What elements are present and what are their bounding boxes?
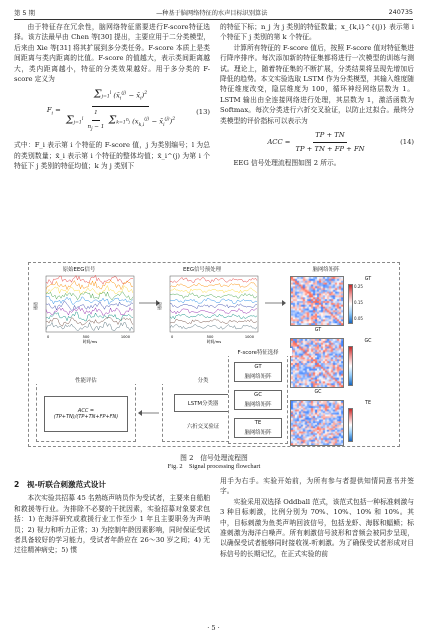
article-number: 240735 (388, 8, 413, 16)
sel-te-label: TE (254, 420, 262, 426)
raw-axis-channel-label: 通道 (33, 302, 38, 310)
pre-xtick-2: 1000 (244, 335, 254, 339)
sel-gt-label: GT (254, 364, 262, 370)
paragraph-lstm-method: 计算所有特征的 F-score 值后，按照 F-score 值对特征集进行降序排序。每次添加新的特征集都将进行一次模型的训练与测试。理论上，随着特征集的不断扩展，分类结果将呈现先增加后降低的趋势。本文实验选取 LSTM 作为分类模型，其输入维度随特征维度改变，隐层维度为 100，循环神经网络层数为 1。LSTM 输出由全连接网络进行处理，其层数为 1，激活函数为 Softmax。每次分类进行六折交叉验证，以防止过拟合。最终分类模型的评价指标可以表示为 (220, 43, 414, 125)
pre-xtick-0: 0 (171, 335, 174, 339)
eval-formula: ACC = (TP+TN)/(TP+TN+FP+FN) (53, 408, 119, 420)
pre-axis-time-label: 时间/ms (206, 339, 222, 344)
paragraph-consent: 用手为右手。实验开始前，为所有参与者提供知情同意书并签字。 (220, 477, 414, 496)
gt-matrix-caption: GT (314, 328, 322, 333)
sel-gc-label: GC (254, 392, 262, 398)
raw-xtick-1: 500 (82, 335, 90, 339)
paragraph-participants: 本次实验共招募 45 名熟练声呐员作为受试者，主要来自船舶和救援等行业。为排除不必要的干扰因素，实验招募对象要求包括：1) 在海洋研究或救援行业工作至少 1 年且主要职务为声呐员；2) 视力和听力正常；3) 为控制年龄因素影响，同时保证受试者具备较好的学习能力，受试者年龄应在 26～30 岁之间；4) 无过往精神病史；5) 惯 (14, 494, 210, 555)
equation-14: ACC = $\frac{TP + TN}{TP + TN + FP + FN}$ (14) (267, 131, 414, 153)
eval-title: 性能评估 (36, 376, 136, 384)
eq13-lhs: $F_i$ = (46, 106, 61, 117)
issue-label: 第 5 期 (14, 8, 35, 17)
paragraph-fscore-vars: 式中：F_i 表示第 i 个特征的 F-score 值，j 为类别编号；l 为总的类别数量；x̄_i 表示第 i 个特征的整体均值；x̄_i^(j) 为第 i 个特征下 j 类别的特征均值；k 为 j 类别下 (14, 141, 210, 171)
raw-xtick-0: 0 (47, 335, 50, 339)
pre-xtick-1: 500 (206, 335, 214, 339)
stage-raw-label: 原始EEG信号 (62, 267, 96, 273)
gc-colorbar (348, 346, 353, 386)
preprocessed-eeg-plot (158, 274, 262, 344)
stage-preprocess-label: EEG信号预处理 (183, 267, 221, 273)
page-number: · 5 · (207, 624, 220, 632)
gt-matrix-heatmap (290, 276, 344, 326)
stage-network-label: 脑网络矩阵 (312, 267, 340, 273)
gc-matrix-label: GC (364, 339, 372, 344)
figure-2-flowchart (28, 262, 400, 470)
eq13-fraction: $\Sigma j=1^l$ ($x̄_i^{(j)}$ − $x̄_i)^2$ $\Sigma j=1^l$ $\frac{1}{n_j - 1}$ $\Sigma k=1^{n_j}$ ($x_{k,i}^{(j)}$ − $x̄_i^{(j)})^2$ (65, 87, 176, 132)
pre-axis-channel-label: 通道 (157, 302, 162, 310)
sel-te-sub: 脑网络矩阵 (244, 430, 272, 436)
classification-title: 分类 (162, 376, 244, 384)
raw-xtick-2: 1000 (120, 335, 130, 339)
header-rule (14, 19, 413, 20)
paragraph-oddball: 实验采用双选择 Oddball 范式，该范式包括一种标准刺激与 3 种目标刺激，比例分别为 70%、10%、10% 和 10%。其中，目标刺激为鱼类声呐回波信号，包括龙虾、海豚和蝠鲼；标准刺激为海洋白噪声。所有刺激信号波形和音频会被同步呈现，以确保受试者能够同时接收视-听刺激。为了确保受试者形成对目标信号的长期记忆，在正式实验的前 (220, 497, 414, 558)
running-header (14, 6, 413, 18)
te-matrix-heatmap (290, 400, 344, 446)
right-column-top (220, 22, 414, 258)
right-column-bottom (220, 476, 414, 622)
paragraph-fscore-intro: 由于特征存在冗余性，脑网络特征需要进行F-score特征选择。该方法最早由 Chen 等[30] 提出，主要应用于二分类模型，后来由 Xie 等[31] 将其扩展到多分类任务。F-score 本质上是类间距离与类内距离的比值。F-score 的值越大，表示类间距离越大，类内距离越小，特征的分类效果越好。用于多分类的 F-score 定义为 (14, 23, 210, 84)
gt-colorbar-tick-top: 0.25 (354, 284, 363, 289)
arrow-cls-to-eval (138, 408, 160, 418)
lstm-label: LSTM分类器 (187, 401, 219, 407)
raw-eeg-plot (34, 274, 138, 344)
feature-selection-title: F-score特征选择 (224, 348, 292, 356)
gc-matrix-heatmap (290, 338, 344, 388)
arrow-pre-to-network (264, 298, 286, 308)
eq13-number: (13) (196, 108, 210, 117)
sel-gt-sub: 脑网络矩阵 (244, 374, 272, 380)
te-colorbar (348, 408, 353, 442)
paragraph-fscore-vars-cont: 的特征下标；n_j 为 j 类别的特征数量；x_{k,i}^{(j)} 表示第 i 个特征下 j 类别的第 k 个特征。 (220, 23, 414, 42)
gt-colorbar-tick-mid: 0.15 (354, 300, 363, 305)
paragraph-figure-ref: EEG 信号处理流程图如图 2 所示。 (233, 159, 341, 168)
raw-axis-time-label: 时间/ms (82, 339, 98, 344)
gc-matrix-caption: GC (314, 390, 322, 395)
cv-label: 六折交叉验证 (186, 424, 220, 430)
te-matrix-label: TE (365, 401, 371, 406)
section-2-title: 2 视-听联合刺激范式设计 (14, 480, 106, 489)
figure-caption-cn: 图 2 信号处理流程图 (180, 454, 248, 462)
figure-caption-en: Fig. 2 Signal processing flowchart (167, 463, 261, 470)
equation-13 (14, 86, 210, 138)
sel-gc-sub: 脑网络矩阵 (244, 402, 272, 408)
eq14-number: (14) (400, 137, 414, 146)
gt-colorbar-tick-bot: 0.05 (354, 316, 363, 321)
left-column-bottom (14, 476, 210, 622)
eq14-fraction: $\frac{TP + TN}{TP + TN + FP + FN}$ (295, 131, 365, 153)
running-title: —种基于脑网络特征的水声目标识别算法 (156, 9, 268, 17)
gt-matrix-label: GT (364, 277, 372, 282)
gt-colorbar (348, 284, 353, 324)
left-column-top (14, 22, 210, 254)
